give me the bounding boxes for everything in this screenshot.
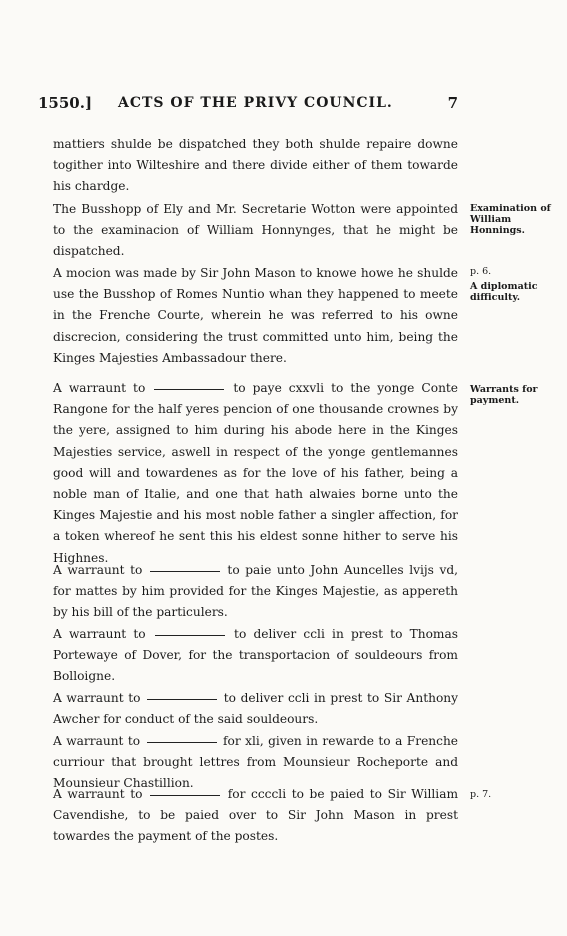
warrant-prefix: A warraunt to bbox=[53, 734, 141, 748]
warrant-prefix: A warraunt to bbox=[53, 627, 146, 641]
margin-note-examination: Examination of William Honnings. bbox=[470, 203, 551, 236]
paragraph-8-text: for xli, given in rewarde to a Frenche curriour that brought lettres from Mounsieur Rocheporte and Mounsieur Chastillion. bbox=[53, 734, 459, 791]
margin-note-page-6: p. 6. bbox=[470, 266, 492, 277]
margin-note-diplomatic: A diplomatic difficulty. bbox=[470, 281, 538, 303]
header-title: ACTS OF THE PRIVY COUNCIL. bbox=[118, 95, 393, 111]
blank-line bbox=[150, 794, 220, 796]
paragraph-9-text: for ccccli to be paied to Sir William Cavendishe, to be paied over to Sir John Mason in prest towardes the payment of the postes. bbox=[53, 787, 459, 844]
margin-note-page-7: p. 7. bbox=[470, 789, 492, 800]
paragraph-7 bbox=[53, 688, 458, 730]
paragraph-2: The Busshopp of Ely and Mr. Secretarie Wotton were appointed to the examinacion of William Honnynges, that he might be dispatched. bbox=[53, 202, 458, 259]
warrant-prefix: A warraunt to bbox=[53, 563, 143, 577]
paragraph-1: mattiers shulde be dispatched they both shulde repaire downe togither into Wilteshire and there divide either of them towarde his chardge. bbox=[53, 137, 458, 194]
paragraph-9 bbox=[53, 784, 458, 848]
paragraph-4 bbox=[53, 378, 458, 569]
warrant-prefix: A warraunt to bbox=[53, 787, 143, 801]
paragraph-5-text: to paie unto John Auncelles lvijs vd, for mattes by him provided for the Kinges Majestie, as appereth by his bill of the particulers. bbox=[53, 563, 459, 620]
blank-line bbox=[154, 388, 224, 390]
paragraph-4-text: to paye cxxvli to the yonge Conte Rangone for the half yeres pencion of one thousande crownes by the yere, assigned to him during his abode here in the Kinges Majesties service, aswell in respect of the yonge gentlemannes good will and towardenes as for the love of his father, being a noble man of Italie, and one that hath alwaies borne unto the Kinges Majestie and his most noble father a singler affection, for a token whereof he sent this his eldest sonne hither to serve his Highnes. bbox=[53, 381, 459, 565]
paragraph-5 bbox=[53, 560, 458, 624]
warrant-prefix: A warraunt to bbox=[53, 381, 146, 395]
warrant-prefix: A warraunt to bbox=[53, 691, 141, 705]
page-number: 7 bbox=[447, 94, 458, 112]
header-year: 1550.] bbox=[38, 94, 93, 112]
blank-line bbox=[150, 570, 220, 572]
paragraph-3: A mocion was made by Sir John Mason to knowe howe he shulde use the Busshop of Romes Nuntio whan they happened to meete in the Frenche Courte, wherein he was referred to his owne discrecion, considering the trust committed unto him, being the Kinges Majesties Ambassadour there. bbox=[53, 266, 458, 365]
paragraph-7-text: to deliver ccli in prest to Sir Anthony Awcher for conduct of the said souldeours. bbox=[53, 691, 459, 727]
running-header bbox=[38, 94, 458, 118]
paragraph-6-text: to deliver ccli in prest to Thomas Portewaye of Dover, for the transportacion of souldeours from Bolloigne. bbox=[53, 627, 459, 684]
paragraph-6 bbox=[53, 624, 458, 688]
blank-line bbox=[147, 698, 217, 700]
blank-line bbox=[155, 634, 225, 636]
margin-note-warrants: Warrants for payment. bbox=[470, 384, 538, 406]
blank-line bbox=[147, 741, 217, 743]
